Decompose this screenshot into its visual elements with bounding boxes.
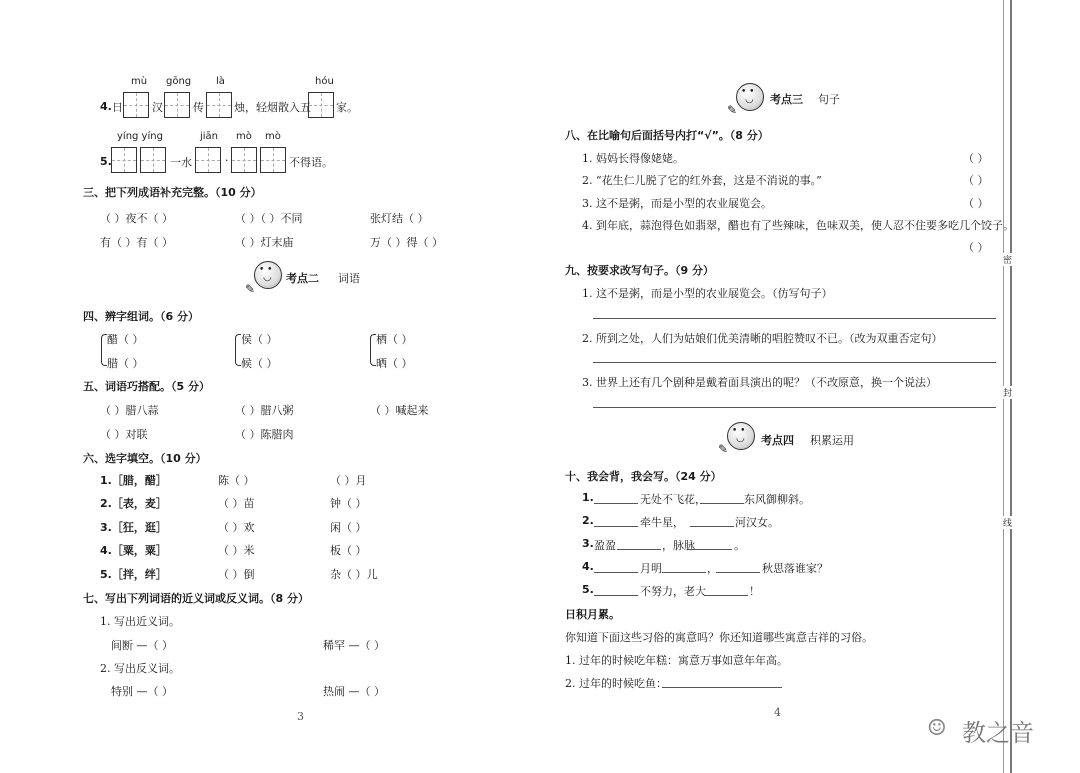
answer-paren[interactable]: （ ） <box>963 197 989 210</box>
q4-number: 4. <box>100 100 112 113</box>
recite-number: 3. <box>582 537 594 550</box>
recite-text: 不努力，老大 <box>640 585 706 598</box>
synonym-subtitle: 1. 写出近义词。 <box>100 615 180 628</box>
recite-text: 无处不飞花， <box>640 493 706 506</box>
match-cell[interactable]: （ ）陈腊肉 <box>235 428 294 441</box>
char-box[interactable] <box>111 147 137 173</box>
antonym-cell[interactable]: 热闹 —（ ） <box>323 685 385 698</box>
blank-line[interactable] <box>704 595 748 596</box>
recite-text: 牵牛星， <box>640 516 684 529</box>
topic-4-label: 积累运用 <box>810 434 854 447</box>
recite-text: ，脉脉 <box>662 539 695 552</box>
blank-line[interactable] <box>688 549 732 550</box>
answer-paren[interactable]: （ ） <box>963 152 989 165</box>
recite-text: 秋思落谁家？ <box>762 562 828 575</box>
blank-line[interactable] <box>594 595 638 596</box>
answer-paren[interactable]: （ ） <box>963 174 989 187</box>
rewrite-item: 1. 这不是粥，而是小型的农业展览会。（仿写句子） <box>582 287 833 300</box>
synonym-cell[interactable]: 间断 —（ ） <box>111 639 173 652</box>
recite-text: ！ <box>749 585 760 598</box>
blank-line[interactable] <box>700 503 744 504</box>
topic-4-tag: 考点四 <box>761 434 794 447</box>
char-box[interactable] <box>140 147 166 173</box>
match-cell[interactable]: （ ）腊八蒜 <box>100 404 159 417</box>
blank-line[interactable] <box>594 503 638 504</box>
match-cell[interactable]: （ ）对联 <box>100 428 148 441</box>
blank-line[interactable] <box>662 572 706 573</box>
choice-cell[interactable]: 闲（ ） <box>330 521 367 534</box>
choice-cell[interactable]: （ ）米 <box>218 544 255 557</box>
pinyin-gong: gōng <box>166 76 192 87</box>
blank-line[interactable] <box>690 526 734 527</box>
char-box[interactable] <box>164 92 190 118</box>
char-box[interactable] <box>260 147 286 173</box>
answer-line[interactable] <box>593 318 996 319</box>
section-8-title: 八、在比喻句后面括号内打“√”。（8 分） <box>565 129 769 142</box>
word-group-cell[interactable]: 醋（ ） <box>107 333 144 346</box>
pinyin-mu: mù <box>131 76 148 87</box>
antonym-cell[interactable]: 特别 —（ ） <box>111 685 173 698</box>
char-box[interactable] <box>308 92 334 118</box>
section-7-title: 七、写出下列词语的近义词或反义词。（8 分） <box>83 592 309 605</box>
choice-cell[interactable]: （ ）倒 <box>218 568 255 581</box>
recite-number: 5. <box>582 583 594 596</box>
rewrite-item: 3. 世界上还有几个剧种是戴着面具演出的呢？（不改原意，换一个说法） <box>582 376 937 389</box>
section-9-title: 九、按要求改写句子。（9 分） <box>565 264 714 277</box>
recite-text: 东风御柳斜。 <box>744 493 810 506</box>
recite-text: 河汉女。 <box>735 516 779 529</box>
blank-line[interactable] <box>617 549 661 550</box>
daily-item-1: 1. 过年的时候吃年糕：寓意万事如意年年高。 <box>565 654 788 667</box>
wechat-icon: ☺ <box>927 716 947 741</box>
recite-number: 2. <box>582 514 594 527</box>
match-cell[interactable]: （ ）喊起来 <box>370 404 429 417</box>
page-number-right: 4 <box>774 706 781 719</box>
recite-number: 1. <box>582 491 594 504</box>
antonym-subtitle: 2. 写出反义词。 <box>100 662 180 675</box>
recite-number: 4. <box>582 560 594 573</box>
blank-line[interactable] <box>716 572 760 573</box>
q4-text-3: 传 <box>193 101 204 114</box>
section-5-title: 五、词语巧搭配。（5 分） <box>83 380 210 393</box>
choice-cell[interactable]: （ ）苗 <box>218 497 255 510</box>
choice-cell[interactable]: 杂（ ）儿 <box>330 568 378 581</box>
rewrite-item: 2. 所到之处，人们为姑娘们优美清晰的唱腔赞叹不已。（改为双重否定句） <box>582 332 943 345</box>
idiom-cell[interactable]: 有（ ）有（ ） <box>100 236 173 249</box>
idiom-cell[interactable]: （ ）夜不（ ） <box>100 212 173 225</box>
q4-text-5: 家。 <box>336 101 358 114</box>
word-group-cell[interactable]: 栖（ ） <box>376 333 413 346</box>
sentence-item: 3. 这不是粥，而是小型的农业展览会。 <box>582 197 772 210</box>
q4-text-1: 日 <box>112 101 123 114</box>
pinyin-yingying: yíng yíng <box>117 131 163 142</box>
q5-dot: · <box>225 154 229 167</box>
char-box[interactable] <box>123 92 149 118</box>
blank-line[interactable] <box>594 526 638 527</box>
word-group-cell[interactable]: 腊（ ） <box>107 357 144 370</box>
idiom-cell[interactable]: 张灯结（ ） <box>370 212 429 225</box>
word-group-cell[interactable]: 晒（ ） <box>376 357 413 370</box>
choice-cell[interactable]: 板（ ） <box>330 544 367 557</box>
pinyin-la: là <box>216 76 225 87</box>
q4-text-4: 烛，轻烟散入五 <box>234 101 311 114</box>
smiley-icon <box>727 422 755 450</box>
char-box[interactable] <box>231 147 257 173</box>
recite-text: 。 <box>734 539 745 552</box>
choice-cell[interactable]: 陈（ ） <box>218 474 255 487</box>
section-3-title: 三、把下列成语补充完整。（10 分） <box>83 186 262 199</box>
choice-cell[interactable]: （ ）月 <box>330 474 367 487</box>
daily-item-2: 2. 过年的时候吃鱼： <box>565 677 667 690</box>
char-box[interactable] <box>195 147 221 173</box>
smiley-icon <box>254 261 282 289</box>
answer-line[interactable] <box>593 407 996 408</box>
choice-options: 1.［腊，醋］ <box>100 474 167 487</box>
choice-options: 4.［粟，粟］ <box>100 544 167 557</box>
char-box[interactable] <box>206 92 232 118</box>
q4-text-2: 汉 <box>152 101 163 114</box>
pen-icon: ✎ <box>727 103 738 117</box>
section-4-title: 四、辨字组词。（6 分） <box>83 310 199 323</box>
margin-char: 封 <box>1003 386 1012 399</box>
synonym-cell[interactable]: 稀罕 —（ ） <box>323 639 385 652</box>
section-6-title: 六、选字填空。（10 分） <box>83 452 207 465</box>
daily-intro: 你知道下面这些习俗的寓意吗？你还知道哪些寓意吉祥的习俗。 <box>565 631 873 644</box>
pen-icon: ✎ <box>245 282 256 296</box>
answer-line[interactable] <box>662 687 782 688</box>
choice-options: 5.［拌，绊］ <box>100 568 167 581</box>
sentence-item: 1. 妈妈长得像姥姥。 <box>582 152 684 165</box>
idiom-cell[interactable]: 万（ ）得（ ） <box>370 236 443 249</box>
sentence-item: 4. 到年底，蒜泡得色如翡翠，醋也有了些辣味，色味双美，使人忍不住要多吃几个饺子。 <box>582 219 1014 232</box>
recite-text: 月明 <box>640 562 662 575</box>
margin-char: 密 <box>1003 253 1012 266</box>
q5-text-2: 不得语。 <box>289 156 333 169</box>
choice-cell[interactable]: （ ）欢 <box>218 521 255 534</box>
recite-text: 盈盈 <box>594 539 616 552</box>
answer-line[interactable] <box>593 362 996 363</box>
q5-text-1: 一水 <box>170 156 192 169</box>
section-10-title: 十、我会背，我会写。（24 分） <box>565 470 722 483</box>
smiley-icon <box>736 83 764 111</box>
word-group-cell[interactable]: 侯（ ） <box>241 333 278 346</box>
idiom-cell[interactable]: （ ）（ ）不同 <box>235 212 303 225</box>
watermark-text: 教之音 <box>962 719 1034 747</box>
choice-cell[interactable]: 钟（ ） <box>330 497 367 510</box>
pinyin-jian: jiān <box>200 131 219 142</box>
topic-3-tag: 考点三 <box>770 93 803 106</box>
word-group-cell[interactable]: 候（ ） <box>241 357 278 370</box>
sentence-item: 2. “花生仁儿脱了它的红外套，这是不消说的事。” <box>582 174 822 187</box>
pinyin-hou: hóu <box>315 76 334 87</box>
q5-number: 5. <box>100 155 112 168</box>
topic-2-tag: 考点二 <box>286 272 319 285</box>
daily-title: 日积月累。 <box>565 608 620 621</box>
page-number-left: 3 <box>297 710 304 723</box>
pinyin-mo: mò <box>236 131 252 142</box>
blank-line[interactable] <box>594 572 638 573</box>
pen-icon: ✎ <box>718 442 729 456</box>
choice-options: 3.［狂，逛］ <box>100 521 167 534</box>
choice-options: 2.［表，麦］ <box>100 497 167 510</box>
margin-char: 线 <box>1003 516 1012 529</box>
topic-3-label: 句子 <box>818 93 840 106</box>
pinyin-mo-2: mò <box>265 131 281 142</box>
recite-text: ， <box>707 562 718 575</box>
topic-2-label: 词语 <box>338 272 360 285</box>
answer-paren[interactable]: （ ） <box>963 241 989 254</box>
idiom-cell[interactable]: （ ）灯末庙 <box>235 236 294 249</box>
match-cell[interactable]: （ ）腊八粥 <box>235 404 294 417</box>
